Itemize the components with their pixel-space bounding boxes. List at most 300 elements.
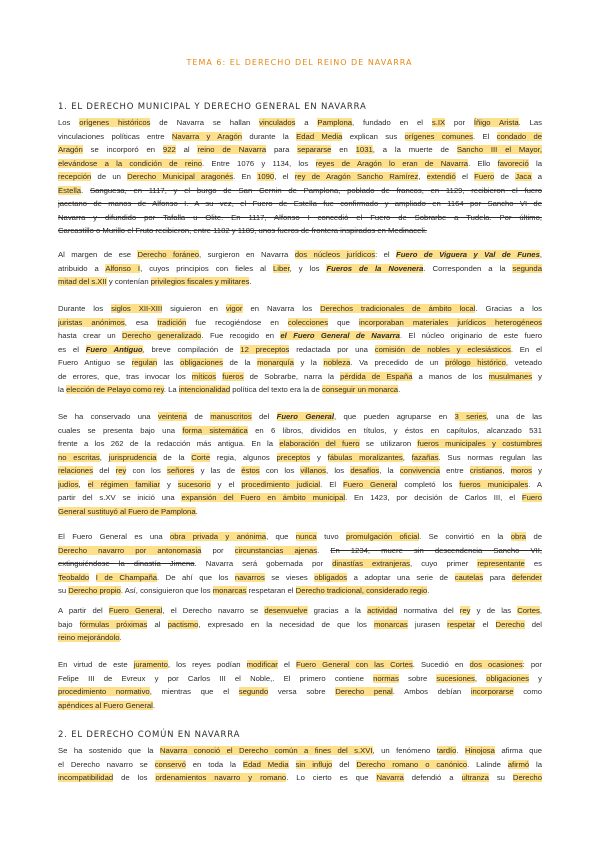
highlighted-text: Derecho tradicional, considerado regio <box>295 586 428 595</box>
highlighted-text: preceptos <box>276 452 311 462</box>
highlighted-text: manuscritos <box>210 412 252 421</box>
highlighted-text: monarcas <box>373 619 408 629</box>
text-line <box>58 437 542 451</box>
text-run: a <box>295 118 318 127</box>
highlighted-text: 922 <box>162 145 176 154</box>
struck-text: jacetano de manos de Alfonso I. A su vez, el Fuero de Estella fue confirmado y ampliado en 1164 por Sancho VI de <box>58 199 542 208</box>
highlighted-text: procedimiento judicial <box>241 479 321 489</box>
text-run: . Entre 1076 y 1134, los <box>202 158 316 168</box>
text-run: . El <box>473 131 497 141</box>
text-run: Se ha sostenido que la <box>58 746 160 755</box>
text-run: el <box>475 619 496 629</box>
text-line <box>58 184 542 198</box>
struck-text: extinguiéndose la dinastía Jimena <box>58 559 195 568</box>
highlighted-text: Fuero General <box>108 606 163 615</box>
text-line <box>58 343 542 357</box>
text-run: jurasen <box>407 619 448 629</box>
highlighted-text: nunca <box>295 532 317 541</box>
text-run: es <box>524 559 542 568</box>
struck-text: Carcastillo o Murillo el Fruto recibieron, entre 1182 y 1189, unos fueros de frontera inspirados en Medinaceli. <box>58 226 427 235</box>
highlighted-text: éstos <box>241 466 260 475</box>
text-run: . El núcleo originario de este fuero <box>399 331 542 340</box>
text-line <box>58 356 542 370</box>
text-run: su <box>488 773 513 782</box>
highlighted-text: monarquía <box>257 358 294 367</box>
text-run: la <box>528 158 542 168</box>
text-run: , cuyos principios con fieles al <box>140 263 273 273</box>
text-line <box>58 658 542 672</box>
text-run: , la <box>379 466 400 475</box>
highlighted-text: dos ocasiones <box>469 660 523 669</box>
text-run: . Va precedido de un <box>350 358 446 367</box>
highlighted-text: procedimiento normativo <box>58 687 150 696</box>
highlighted-text: convivencia <box>399 466 440 475</box>
highlighted-text: comisión de nobles y eclesiásticos <box>374 344 511 354</box>
highlighted-text: Edad Media <box>296 131 343 141</box>
text-line <box>58 316 542 330</box>
text-line <box>58 130 542 144</box>
highlighted-text: desenvuelve <box>264 606 308 615</box>
text-run: a <box>531 172 542 181</box>
highlighted-text: condado de <box>496 131 542 141</box>
text-line <box>58 224 542 238</box>
text-run: las <box>157 358 181 367</box>
highlighted-text: normas <box>373 673 399 683</box>
section-heading-derecho-municipal: 1. EL DERECHO MUNICIPAL Y DERECHO GENERAL EN NAVARRA <box>58 102 367 112</box>
highlighted-text: Navarra y Aragón <box>171 131 243 141</box>
text-line <box>58 451 542 465</box>
text-run: la <box>58 385 67 394</box>
highlighted-text: s.IX <box>431 118 446 127</box>
text-run: el Derecho navarro se <box>58 759 155 769</box>
highlighted-text: dos núcleos jurídicos <box>294 250 376 259</box>
highlighted-text: apéndices al Fuero General <box>58 700 153 710</box>
highlighted-text: obra <box>510 532 527 541</box>
text-run: . En <box>233 172 258 181</box>
highlighted-text: Derecho <box>512 773 542 782</box>
text-run: del <box>524 619 542 629</box>
highlighted-text: el régimen familiar <box>87 479 161 489</box>
highlighted-text: cautelas <box>454 572 484 582</box>
text-run: en 6 libros, divididos en títulos, y éstos en capítulos, alcanzado 531 <box>247 425 542 435</box>
text-line <box>58 262 542 276</box>
highlighted-text: segundo <box>238 687 269 696</box>
highlighted-text: Fuero <box>521 493 542 502</box>
highlighted-text: intencionalidad <box>178 385 231 394</box>
highlighted-text: Liber <box>273 263 290 273</box>
text-run: Fuero Antiguo se <box>58 358 132 367</box>
text-run: vinculaciones políticas entre <box>58 131 172 141</box>
text-run: , mientras que el <box>149 687 239 696</box>
text-line <box>58 157 542 171</box>
text-run: es el <box>58 344 86 354</box>
text-run: . Lo cierto es que <box>286 773 377 782</box>
text-run: cuales se presenta bajo una <box>58 425 183 435</box>
highlighted-text: fórmulas próximas <box>79 619 148 629</box>
text-run: y las de <box>194 466 242 475</box>
text-run: normativa del <box>397 606 460 615</box>
text-run: , <box>539 250 542 259</box>
text-run: A partir del <box>58 606 109 615</box>
highlighted-text: Navarra <box>376 773 404 782</box>
highlighted-text: 1090 <box>257 172 275 181</box>
text-run: , <box>78 479 88 489</box>
highlighted-text: afirmó <box>507 759 530 769</box>
highlighted-text: pactismo <box>167 619 199 629</box>
text-run: de un <box>91 172 128 181</box>
text-run: . En el <box>510 344 542 354</box>
text-line <box>58 571 542 585</box>
text-run: y el <box>210 479 242 489</box>
highlighted-text: regulan <box>131 358 158 367</box>
text-line <box>58 631 542 645</box>
highlighted-text: Fuero General con las Cortes <box>296 660 413 669</box>
highlighted-text: favoreció <box>497 158 529 168</box>
text-run: . Así, consiguieron que los <box>120 586 213 595</box>
text-run: entre <box>440 466 470 475</box>
text-run: hasta crear un <box>58 331 122 340</box>
text-run: , <box>418 172 427 181</box>
text-line <box>58 383 542 397</box>
text-run: En virtud de este <box>58 660 134 669</box>
highlighted-text: Derechos tradicionales de ámbito local <box>320 304 476 313</box>
text-run: bajo <box>58 619 80 629</box>
text-run: . Sucedió en <box>412 660 470 669</box>
text-run: el <box>455 172 475 181</box>
highlighted-text: General sustituyó al Fuero de Pamplona <box>58 506 196 516</box>
text-run: a adoptar una serie de <box>347 572 455 582</box>
text-line <box>58 143 542 157</box>
text-run: el <box>277 660 296 669</box>
text-run: frente a los 262 de la redacción más antigua. En la <box>58 439 280 448</box>
text-line <box>58 758 542 772</box>
text-run: . Lalinde <box>467 759 508 769</box>
text-run: en <box>331 145 356 154</box>
text-run: : por <box>522 660 542 669</box>
text-run: defendió a <box>403 773 462 782</box>
text-run: y la <box>293 358 324 367</box>
text-run: del <box>251 412 277 421</box>
text-line <box>58 557 542 571</box>
highlighted-text: 12 preceptos <box>240 344 290 354</box>
text-run: se utilizaron <box>359 439 418 448</box>
text-run: su <box>58 586 69 595</box>
text-line <box>58 464 542 478</box>
text-run: . <box>427 586 430 595</box>
highlighted-text: siglos XII-XIII <box>111 304 163 313</box>
highlighted-text: Alfonso I <box>105 263 141 273</box>
text-run: y <box>532 466 542 475</box>
highlighted-text: Jaca <box>515 172 532 181</box>
highlighted-text: navarros <box>234 572 265 582</box>
text-run: regia, algunos <box>210 452 277 462</box>
highlighted-text: elección de Pelayo como rey <box>66 385 164 394</box>
text-run: del <box>93 466 116 475</box>
highlighted-text: Edad Media <box>242 759 289 769</box>
text-line <box>58 530 542 544</box>
struck-text: Sanguesa, en 1117, y el burgo de San Cernin de Pamplona, poblado de francos, en 1129, recibieron el fuero <box>89 185 542 195</box>
text-run: de la <box>222 358 258 367</box>
text-run: , <box>502 466 511 475</box>
highlighted-text: privilegios fiscales y militares <box>150 277 250 286</box>
text-run: de <box>494 172 516 181</box>
text-run: explican sus <box>342 131 405 141</box>
highlighted-text: vinculados <box>259 118 296 127</box>
highlighted-text: nobleza <box>323 358 351 367</box>
highlighted-text: vigor <box>225 304 243 313</box>
text-run: , el <box>274 172 295 181</box>
highlighted-text: judíos <box>58 479 79 489</box>
text-run: de los <box>113 773 156 782</box>
highlighted-text: relaciones <box>58 466 94 475</box>
text-run: tuvo <box>316 532 346 541</box>
highlighted-text: señores <box>167 466 195 475</box>
text-run: , expresado en la necesidad de que los <box>198 619 374 629</box>
highlighted-text: circunstancias ajenas <box>234 545 318 555</box>
text-run: . Las <box>518 118 542 127</box>
text-line <box>58 116 542 130</box>
highlighted-text: elaboración del fuero <box>279 439 360 448</box>
highlighted-text: recepción <box>58 172 92 181</box>
text-run: Al margen de ese <box>58 250 138 259</box>
text-run: , surgieron en Navarra <box>199 250 295 259</box>
highlighted-text: rey de Aragón Sancho Ramírez <box>294 172 419 181</box>
highlighted-text: 3 series <box>454 412 487 421</box>
text-run: : el <box>375 250 397 259</box>
text-run: redactada por una <box>289 344 375 354</box>
text-run: . <box>119 633 122 642</box>
text-run: y de las <box>470 606 518 615</box>
text-line <box>58 170 542 184</box>
text-line <box>58 275 542 289</box>
text-run: con los <box>259 466 301 475</box>
highlighted-text: reino de Navarra <box>197 145 267 154</box>
highlighted-text: representante <box>477 559 525 568</box>
text-run: política del texto era la de <box>230 385 322 394</box>
text-run: , los <box>326 466 351 475</box>
text-line <box>58 584 542 598</box>
text-run: fue recogiéndose en <box>186 317 288 327</box>
highlighted-text: Derecho romano o canónico <box>356 759 468 769</box>
highlighted-text: sucesorio <box>177 479 211 489</box>
highlighted-text: rey <box>459 606 471 615</box>
highlighted-text: Derecho Municipal aragonés <box>127 172 234 181</box>
text-run: , fundado en el <box>352 118 432 127</box>
text-run: de Navarra se hallan <box>150 118 260 127</box>
highlighted-text: fueros municipales <box>459 479 529 489</box>
highlighted-text: míticos <box>191 371 217 381</box>
text-run: por <box>201 545 235 555</box>
highlighted-text: 1031 <box>355 145 373 154</box>
text-run: por <box>445 118 474 127</box>
highlighted-text: tardío <box>436 746 457 755</box>
highlighted-text: Fuero General <box>276 412 334 421</box>
highlighted-text: rey <box>115 466 127 475</box>
text-line <box>58 672 542 686</box>
text-line <box>58 211 542 225</box>
highlighted-text: respetar <box>447 619 476 629</box>
highlighted-text: juramento <box>133 660 168 669</box>
highlighted-text: incorporaban materiales jurídicos heterogéneos <box>358 317 542 327</box>
text-run: sobre <box>398 673 437 683</box>
text-run: , los reyes podían <box>167 660 247 669</box>
text-run: al <box>147 619 168 629</box>
text-run: , esa <box>124 317 158 327</box>
text-run: de Sobrarbe, narra la <box>243 371 341 381</box>
text-run: . <box>317 545 331 555</box>
highlighted-text: moros <box>510 466 533 475</box>
highlighted-text: colecciones <box>287 317 329 327</box>
highlighted-text: Fuero <box>474 172 495 181</box>
text-run: y contenían <box>106 277 151 286</box>
text-run: y <box>160 479 178 489</box>
text-line <box>58 771 542 785</box>
text-run: Felipe III de Evreux y por Carlos III el Noble,. El primero contiene <box>58 673 374 683</box>
text-run: , veteado <box>505 358 542 367</box>
highlighted-text: Fuero de Viguera y Val de Funes <box>396 250 540 259</box>
text-line <box>58 478 542 492</box>
text-run: . Ambos debían <box>392 687 471 696</box>
highlighted-text: obra privada y anónima <box>170 532 267 541</box>
text-run: . El <box>320 479 344 489</box>
text-run: se incorporó en <box>82 145 163 154</box>
highlighted-text: reino mejorándolo <box>58 633 120 642</box>
highlighted-text: cristianos <box>469 466 503 475</box>
highlighted-text: dinastías extranjeras <box>332 559 411 568</box>
text-run: durante la <box>242 131 297 141</box>
highlighted-text: extendió <box>426 172 456 181</box>
highlighted-text: Fuero Antiguo <box>85 344 143 354</box>
highlighted-text: forma sistemática <box>182 425 248 435</box>
text-run: y <box>310 452 328 462</box>
text-run: de errores, que, tras invocar los <box>58 371 192 381</box>
highlighted-text: incompatibilidad <box>58 773 114 782</box>
highlighted-text: tradición <box>157 317 187 327</box>
paragraph <box>58 410 542 518</box>
highlighted-text: fueros <box>222 371 244 381</box>
paragraph <box>58 248 542 289</box>
text-run: versa sobre <box>268 687 336 696</box>
text-line <box>58 604 542 618</box>
highlighted-text: Derecho generalizado <box>122 331 202 340</box>
text-run: para <box>483 572 512 582</box>
text-line <box>58 424 542 438</box>
highlighted-text: orígenes históricos <box>79 118 151 127</box>
highlighted-text: reyes de Aragón lo eran de Navarra <box>315 158 469 168</box>
highlighted-text: actividad <box>367 606 398 615</box>
highlighted-text: obligaciones <box>180 358 223 367</box>
text-run: siguieron en <box>162 304 226 313</box>
highlighted-text: incorporarse <box>470 687 514 696</box>
highlighted-text: fazañas <box>411 452 439 462</box>
highlighted-text: Fueros de la Novenera <box>326 263 424 273</box>
highlighted-text: jurisprudencia <box>108 452 157 462</box>
highlighted-text: ordenamientos navarro y romano <box>155 773 287 782</box>
highlighted-text: expansión del Fuero en ámbito municipal <box>181 493 346 502</box>
text-run: . Se convirtió en la <box>419 532 511 541</box>
highlighted-text: Estella <box>58 185 82 195</box>
struck-text: En 1234, muere sin descendencia Sancho VII, <box>330 545 542 555</box>
highlighted-text: Íñigo Arista <box>473 118 519 127</box>
text-run: . <box>81 185 90 195</box>
text-run: de <box>526 532 542 541</box>
highlighted-text: Cortes <box>517 606 540 615</box>
text-run: respetaran el <box>246 586 296 595</box>
highlighted-text: segunda <box>512 263 542 273</box>
paragraph <box>58 744 542 785</box>
paragraph <box>58 658 542 712</box>
highlighted-text: prólogo histórico <box>445 358 506 367</box>
highlighted-text: separarse <box>297 145 332 154</box>
text-run: para <box>266 145 298 154</box>
text-run: gracias a la <box>307 606 368 615</box>
text-run: de <box>186 412 211 421</box>
text-run: , que <box>266 532 296 541</box>
highlighted-text: orígenes comunes <box>404 131 473 141</box>
highlighted-text: juristas anónimos <box>58 317 125 327</box>
text-run: . <box>249 277 252 286</box>
text-run: partir del s.XV se inició una <box>58 493 182 502</box>
text-run: y <box>532 371 542 381</box>
text-run: a manos de los <box>412 371 489 381</box>
text-run: que <box>328 317 359 327</box>
text-run <box>289 760 296 769</box>
highlighted-text: Sancho III el Mayor, <box>456 145 542 154</box>
text-run: como <box>513 687 542 696</box>
text-line <box>58 197 542 211</box>
text-run: . <box>398 385 401 394</box>
highlighted-text: villanos <box>300 466 327 475</box>
struck-text: Navarra y difundido por Tafalla u Olite. En 1117, Alfonso I concedió el Fuero de Sobrarbe a Tudela. Por último, <box>58 212 542 222</box>
highlighted-text: promulgación oficial <box>345 532 420 541</box>
highlighted-text: sucesiones <box>436 673 475 683</box>
text-line <box>58 302 542 316</box>
highlighted-text: obligados <box>314 572 348 582</box>
text-run: . Ello <box>468 158 498 168</box>
text-run: , <box>539 606 542 615</box>
text-line <box>58 685 542 699</box>
text-run: , breve compilación de <box>142 344 241 354</box>
highlighted-text: elevándose a la condición de reino <box>58 158 203 168</box>
highlighted-text: sin influjo <box>295 759 333 769</box>
text-line <box>58 370 542 384</box>
text-run: . Gracias a los <box>475 304 542 313</box>
highlighted-text: Derecho <box>495 619 525 629</box>
text-line <box>58 699 542 713</box>
highlighted-text: el Fuero General de Navarra <box>280 331 400 340</box>
highlighted-text: fueros municipales y costumbres <box>417 439 542 448</box>
text-line <box>58 491 542 505</box>
text-run <box>89 573 96 582</box>
text-line <box>58 618 542 632</box>
highlighted-text: Derecho penal <box>335 687 393 696</box>
paragraph <box>58 302 542 397</box>
highlighted-text: Aragón <box>58 145 83 154</box>
text-run: completó los <box>397 479 460 489</box>
text-run: se vieses <box>264 572 315 582</box>
text-run: . En 1423, por decisión de Carlos III, el <box>345 493 522 502</box>
text-run: . Sus normas regulan las <box>438 452 542 462</box>
text-run: . <box>152 700 156 710</box>
text-run: , un fenómeno <box>372 746 437 755</box>
highlighted-text: Derecho foráneo <box>137 250 200 259</box>
text-run: . A <box>528 479 542 489</box>
highlighted-text: modificar <box>246 660 278 669</box>
text-line <box>58 329 542 343</box>
highlighted-text: Corte <box>191 452 211 462</box>
highlighted-text: pérdida de España <box>340 371 413 381</box>
highlighted-text: defender <box>511 572 542 582</box>
